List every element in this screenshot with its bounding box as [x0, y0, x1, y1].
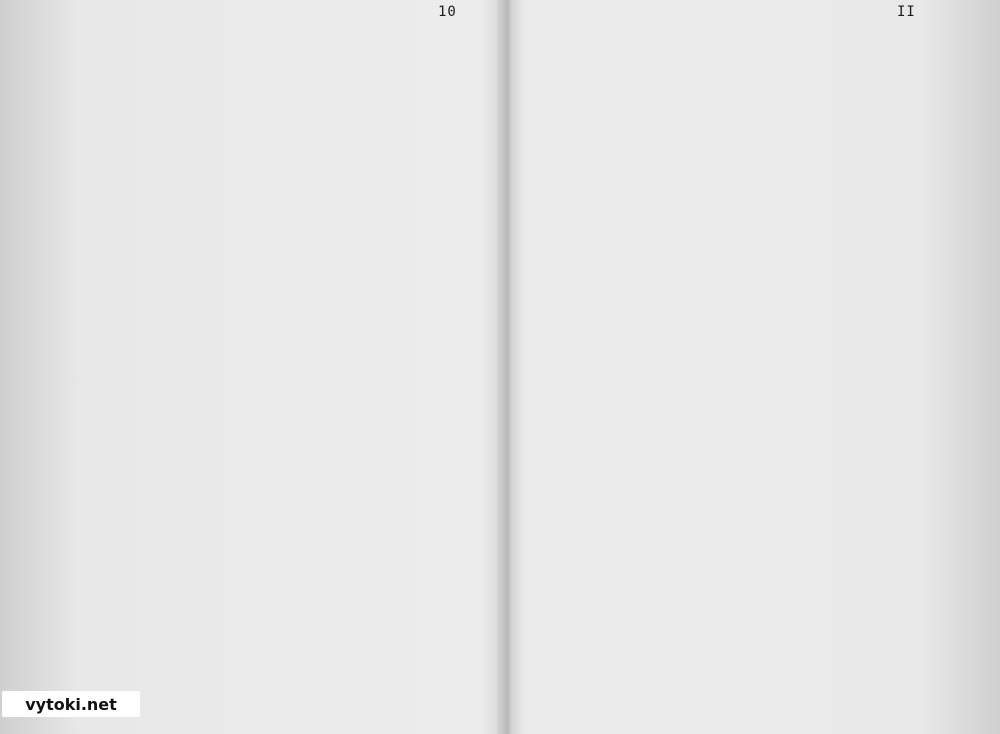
right-page [515, 0, 1000, 734]
page-number: II [897, 4, 916, 20]
site-watermark [2, 691, 140, 717]
page-number: 10 [438, 4, 457, 20]
watermark-text: vytoki.net [25, 694, 117, 714]
